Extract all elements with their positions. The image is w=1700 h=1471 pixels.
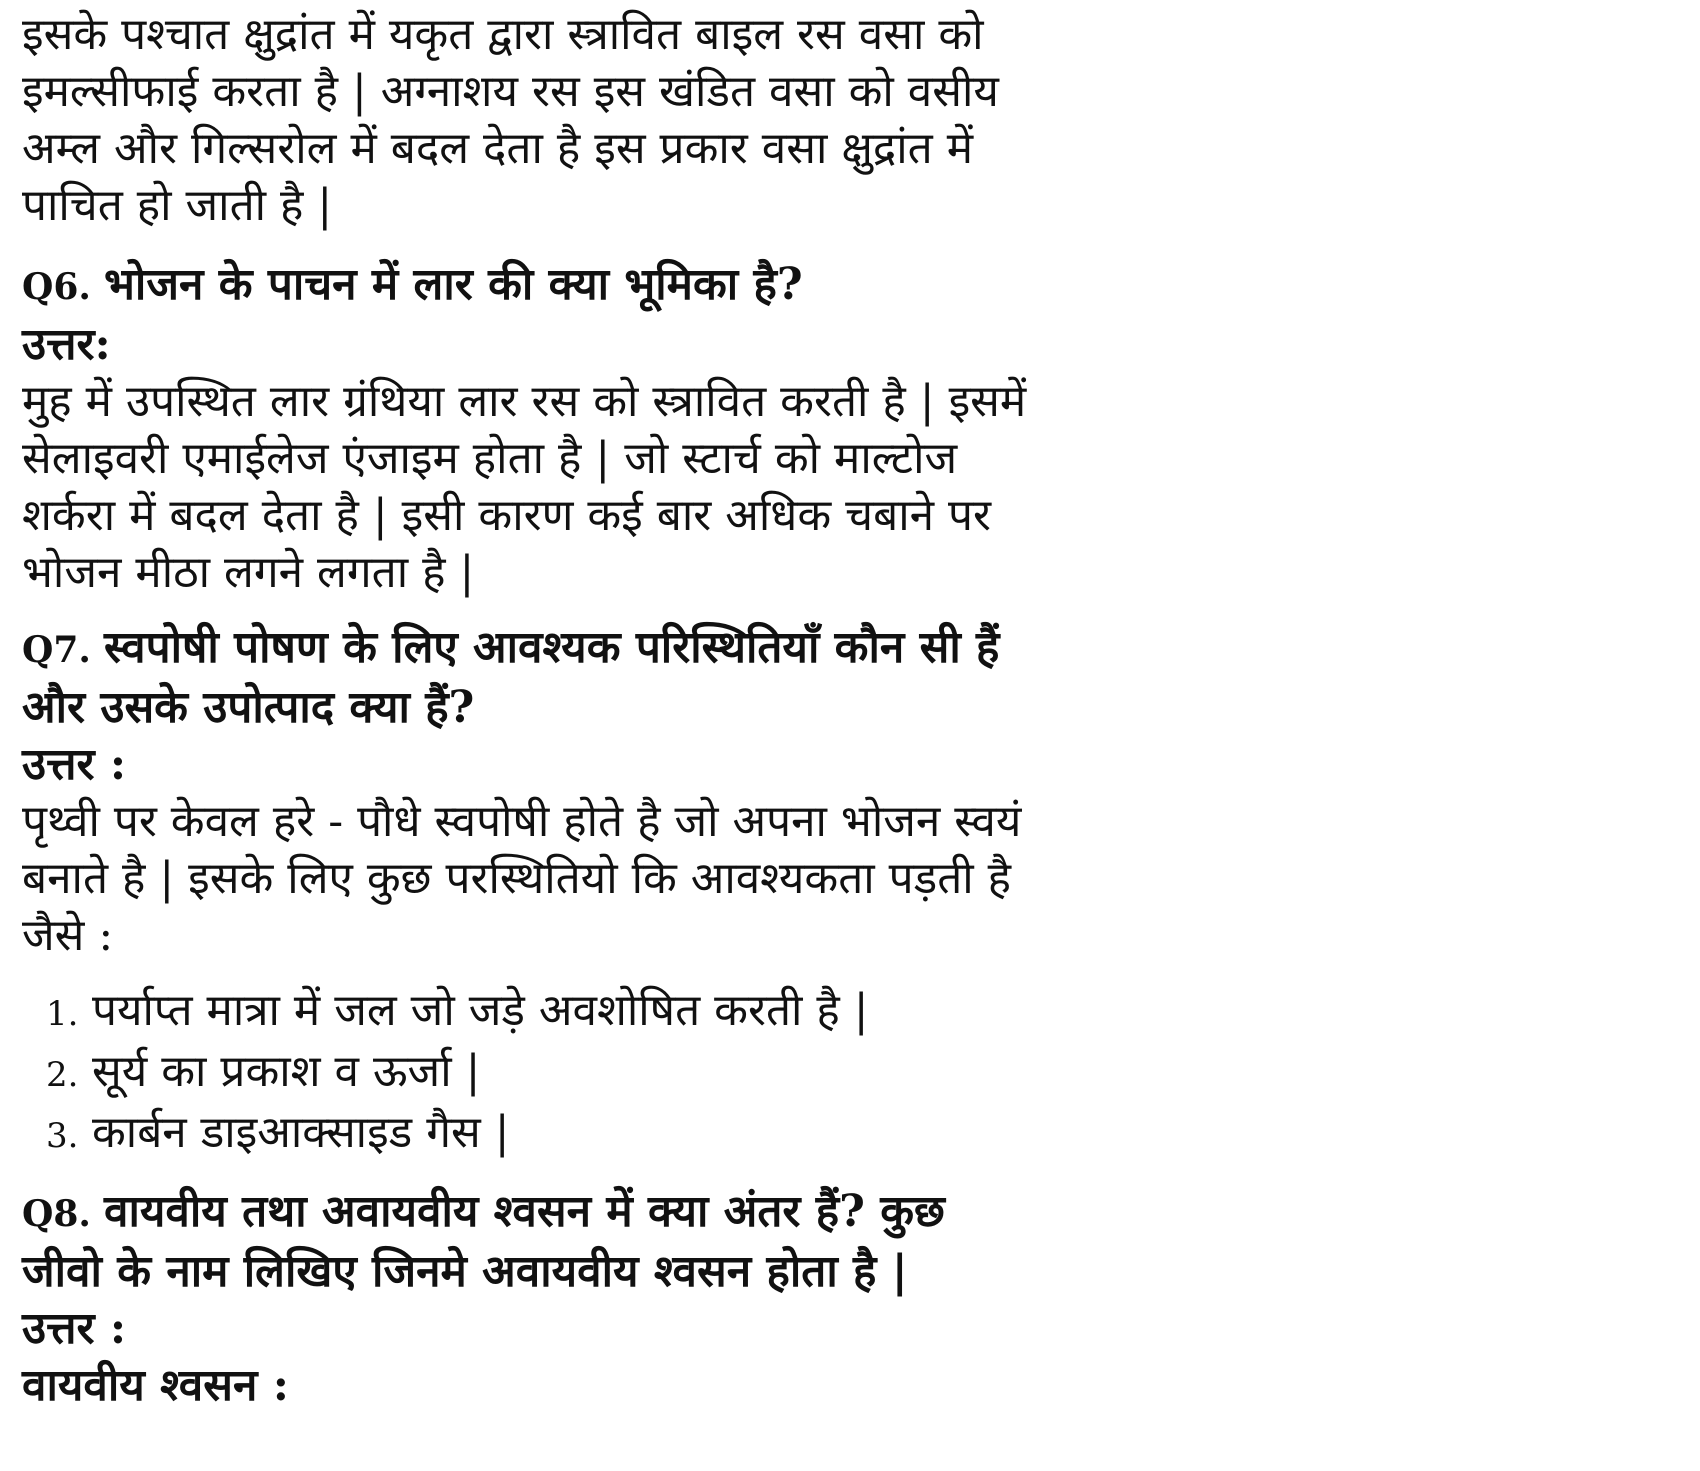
conditions-list (22, 982, 1662, 1165)
question-number: Q6. (22, 266, 91, 308)
question-text: वायवीय तथा अवायवीय श्वसन में क्या अंतर हैं? कुछ (104, 1186, 945, 1237)
paragraph-line: पाचित हो जाती है | (22, 180, 333, 231)
list-item-number: 3. (46, 1116, 79, 1156)
answer-line: सेलाइवरी एमाईलेज एंजाइम होता है | जो स्टार्च को माल्टोज (22, 433, 958, 484)
paragraph-line: अम्ल और गिल्सरोल में बदल देता है इस प्रकार वसा क्षुद्रांत में (22, 123, 974, 174)
answer-line: मुह में उपस्थित लार ग्रंथिया लार रस को स्त्रावित करती है | इसमें (22, 376, 1027, 427)
question-heading (22, 256, 1662, 316)
answer-label: उत्तर: (22, 319, 111, 370)
question-text-continued: और उसके उपोत्पाद क्या हैं? (22, 682, 475, 733)
question-number: Q7. (22, 629, 91, 671)
answer-line: शर्करा में बदल देता है | इसी कारण कई बार अधिक चबाने पर (22, 490, 991, 541)
question-block-q7 (22, 619, 1662, 1165)
sub-heading: वायवीय श्वसन : (22, 1360, 289, 1411)
list-item-text: पर्याप्त मात्रा में जल जो जड़े अवशोषित करती है | (92, 985, 869, 1036)
list-item-text: सूर्य का प्रकाश व ऊर्जा | (92, 1046, 481, 1097)
list-item (46, 1104, 1662, 1165)
question-number: Q8. (22, 1193, 91, 1235)
paragraph-line: इमल्सीफाई करता है | अग्नाशय रस इस खंडित वसा को वसीय (22, 66, 999, 117)
list-item (46, 1043, 1662, 1104)
question-text-continued: जीवो के नाम लिखिए जिनमे अवायवीय श्वसन होता है | (22, 1246, 908, 1297)
list-item-number: 1. (46, 994, 79, 1034)
list-item (46, 982, 1662, 1043)
document-page (22, 6, 1662, 1414)
question-block-q6 (22, 256, 1662, 601)
question-text: भोजन के पाचन में लार की क्या भूमिका है? (104, 259, 803, 310)
question-heading (22, 1183, 1662, 1243)
answer-label: उत्तर : (22, 1303, 127, 1354)
question-text: स्वपोषी पोषण के लिए आवश्यक परिस्थितियाँ कौन सी हैं (104, 622, 1000, 673)
intro-paragraph (22, 6, 1662, 234)
answer-line: जैसे : (22, 910, 114, 961)
answer-label: उत्तर : (22, 739, 127, 790)
list-item-text: कार्बन डाइआक्साइड गैस | (92, 1107, 510, 1158)
answer-line: पृथ्वी पर केवल हरे - पौधे स्वपोषी होते है जो अपना भोजन स्वयं (22, 796, 1022, 847)
answer-line: भोजन मीठा लगने लगता है | (22, 547, 475, 598)
question-block-q8 (22, 1183, 1662, 1414)
question-heading (22, 619, 1662, 679)
paragraph-line: इसके पश्चात क्षुद्रांत में यकृत द्वारा स्त्रावित बाइल रस वसा को (22, 9, 984, 60)
list-item-number: 2. (46, 1055, 79, 1095)
answer-line: बनाते है | इसके लिए कुछ परस्थितियो कि आवश्यकता पड़ती है (22, 853, 1012, 904)
